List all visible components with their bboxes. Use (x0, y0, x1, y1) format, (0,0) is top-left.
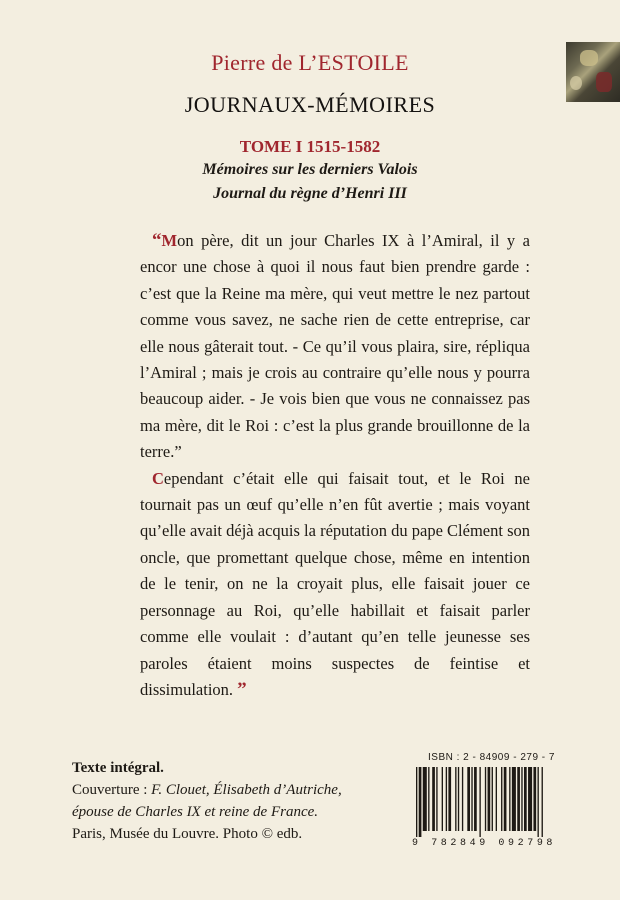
close-quote-mark: ” (237, 678, 247, 700)
museum-credit: Paris, Musée du Louvre. Photo © edb. (72, 826, 303, 842)
cover-credit-label: Couverture : (72, 782, 152, 798)
subtitle-memoires: Mémoires sur les derniers Valois (202, 161, 418, 178)
cover-credit (72, 779, 372, 823)
barcode-bars (412, 767, 588, 837)
excerpt-paragraph-1 (140, 228, 530, 466)
barcode (412, 767, 588, 851)
tome-label: TOME I 1515-1582 (239, 137, 381, 156)
excerpt-quote (140, 228, 530, 703)
subtitle-journal: Journal du règne d’Henri III (213, 185, 407, 202)
credits-block (72, 757, 372, 845)
excerpt-text-1: on père, dit un jour Charles IX à l’Amiral, il y a encor une chose à quoi il nous faut bien prendre garde : c’est que la Reine ma mère, qui veut mettre le nez partout comme vous savez, ne sache rien de cette entreprise, car elle nous gâterait tout. - Ce qu’il vous plaira, sire, répliqua l’Amiral ; mais je crois au contraire qu’elle nous y pourra beaucoup aider. - Je vois bien que vous ne connaissez pas ma mère, dit le Roi : c’est la plus grande brouillonne de la terre.” (140, 231, 530, 462)
cover-credit-text: F. Clouet, Élisabeth d’Autriche, épouse de Charles IX et reine de France. (72, 782, 342, 820)
credits-heading: Texte intégral. (72, 760, 164, 776)
excerpt-text-2: ependant c’était elle qui faisait tout, et le Roi ne tournait pas un œuf qu’elle n’en fût avertie ; mais voyant qu’elle avait déjà acquis la réputation du pape Clément son oncle, que promettant quelque chose, même en intention de le tenir, on ne la croyait plus, elle faisait jouer ce personnage au Roi, qu’elle habillait et faisait parler comme elle voulait : d’autant qu’en telle jeunesse ses paroles étaient moins suspectes de feintise et dissimulation. (140, 468, 530, 699)
open-quote-mark: “ (152, 230, 162, 251)
drop-initial-m: M (161, 231, 178, 250)
author-name: Pierre de L’ESTOILE (211, 50, 409, 75)
barcode-digits: 9 782849 092798 (412, 838, 557, 849)
drop-initial-c: C (152, 468, 164, 488)
work-title: JOURNAUX-MÉMOIRES (184, 92, 436, 117)
isbn-label: ISBN : 2 - 84909 - 279 - 7 (428, 752, 555, 763)
excerpt-paragraph-2 (140, 466, 530, 704)
